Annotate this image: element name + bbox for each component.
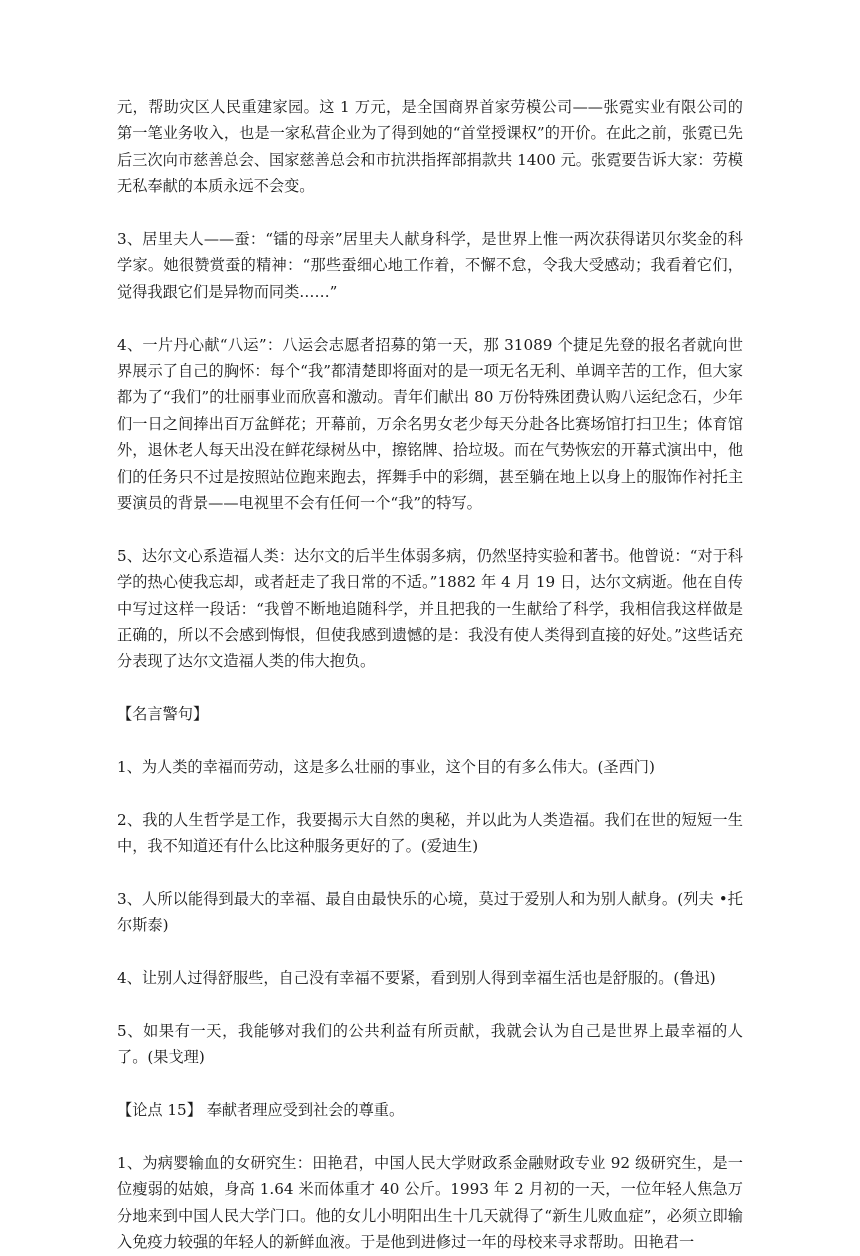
paragraph-tian-yanjun: 1、为病婴输血的女研究生：田艳君，中国人民大学财政系金融财政专业 92 级研究生，是一位瘦弱的姑娘，身高 1.64 米而体重才 40 公斤。1993 年 2 月初的一天，一位年轻人焦急万分地来到中国人民大学门口。他的女儿小明阳出生十几天就得了“新生儿败血症”，必须立即输入免疫力较强的年轻人的新鲜血液。于是他到进修过一年的母校来寻求帮助。田艳君一 — [117, 1154, 743, 1252]
document-body — [117, 94, 743, 1256]
paragraph-zhang-ni-donation: 元，帮助灾区人民重建家园。这 1 万元，是全国商界首家劳模公司——张霓实业有限公司的第一笔业务收入，也是一家私营企业为了得到她的“首堂授课权”的开价。在此之前，张霓已先后三次向市慈善总会、国家慈善总会和市抗洪指挥部捐款共 1400 元。张霓要告诉大家：劳模无私奉献的本质永远不会变。 — [117, 98, 743, 196]
section-heading-quotes: 【名言警句】 — [117, 705, 209, 724]
paragraph-eighth-games: 4、一片丹心献“八运”：八运会志愿者招募的第一天，那 31089 个捷足先登的报名者就向世界展示了自己的胸怀：每个“我”都清楚即将面对的是一项无名无利、单调辛苦的工作，但大家都为了“我们”的壮丽事业而欣喜和激动。青年们献出 80 万份特殊团费认购八运纪念石，少年们一日之间捧出百万盆鲜花；开幕前，万余名男女老少每天分赴各比赛场馆打扫卫生；体育馆外，退休老人每天出没在鲜花绿树丛中，擦铭牌、拾垃圾。而在气势恢宏的开幕式演出中，他们的任务只不过是按照站位跑来跑去，挥舞手中的彩绸，甚至躺在地上以身上的服饰作衬托主要演员的背景——电视里不会有任何一个“我”的特写。 — [117, 335, 743, 513]
quote-tolstoy: 3、人所以能得到最大的幸福、最自由最快乐的心境，莫过于爱别人和为别人献身。(列夫 •托尔斯泰) — [117, 890, 743, 935]
quote-lu-xun: 4、让别人过得舒服些，自己没有幸福不要紧，看到别人得到幸福生活也是舒服的。(鲁迅) — [117, 969, 716, 988]
paragraph-curie: 3、居里夫人——蚕：“镭的母亲”居里夫人献身科学，是世界上惟一两次获得诺贝尔奖金的科学家。她很赞赏蚕的精神：“那些蚕细心地工作着，不懈不怠，令我大受感动；我看着它们，觉得我跟它们是异物而同类……” — [117, 230, 743, 301]
paragraph-darwin: 5、达尔文心系造福人类：达尔文的后半生体弱多病，仍然坚持实验和著书。他曾说：“对于科学的热心使我忘却，或者赶走了我日常的不适。”1882 年 4 月 19 日，达尔文病逝。他在自传中写过这样一段话：“我曾不断地追随科学，并且把我的一生献给了科学，我相信我这样做是正确的，所以不会感到悔恨，但使我感到遗憾的是：我没有使人类得到直接的好处。”这些话充分表现了达尔文造福人类的伟大抱负。 — [117, 546, 743, 671]
quote-edison: 2、我的人生哲学是工作，我要揭示大自然的奥秘，并以此为人类造福。我们在世的短短一生中，我不知道还有什么比这种服务更好的了。(爱迪生) — [117, 810, 743, 856]
quote-saint-simon: 1、为人类的幸福而劳动，这是多么壮丽的事业，这个目的有多么伟大。(圣西门) — [117, 758, 655, 777]
quote-gogol: 5、如果有一天，我能够对我们的公共利益有所贡献，我就会认为自己是世界上最幸福的人了。(果戈理) — [117, 1022, 743, 1067]
section-heading-argument-15: 【论点 15】 奉献者理应受到社会的尊重。 — [117, 1101, 405, 1120]
